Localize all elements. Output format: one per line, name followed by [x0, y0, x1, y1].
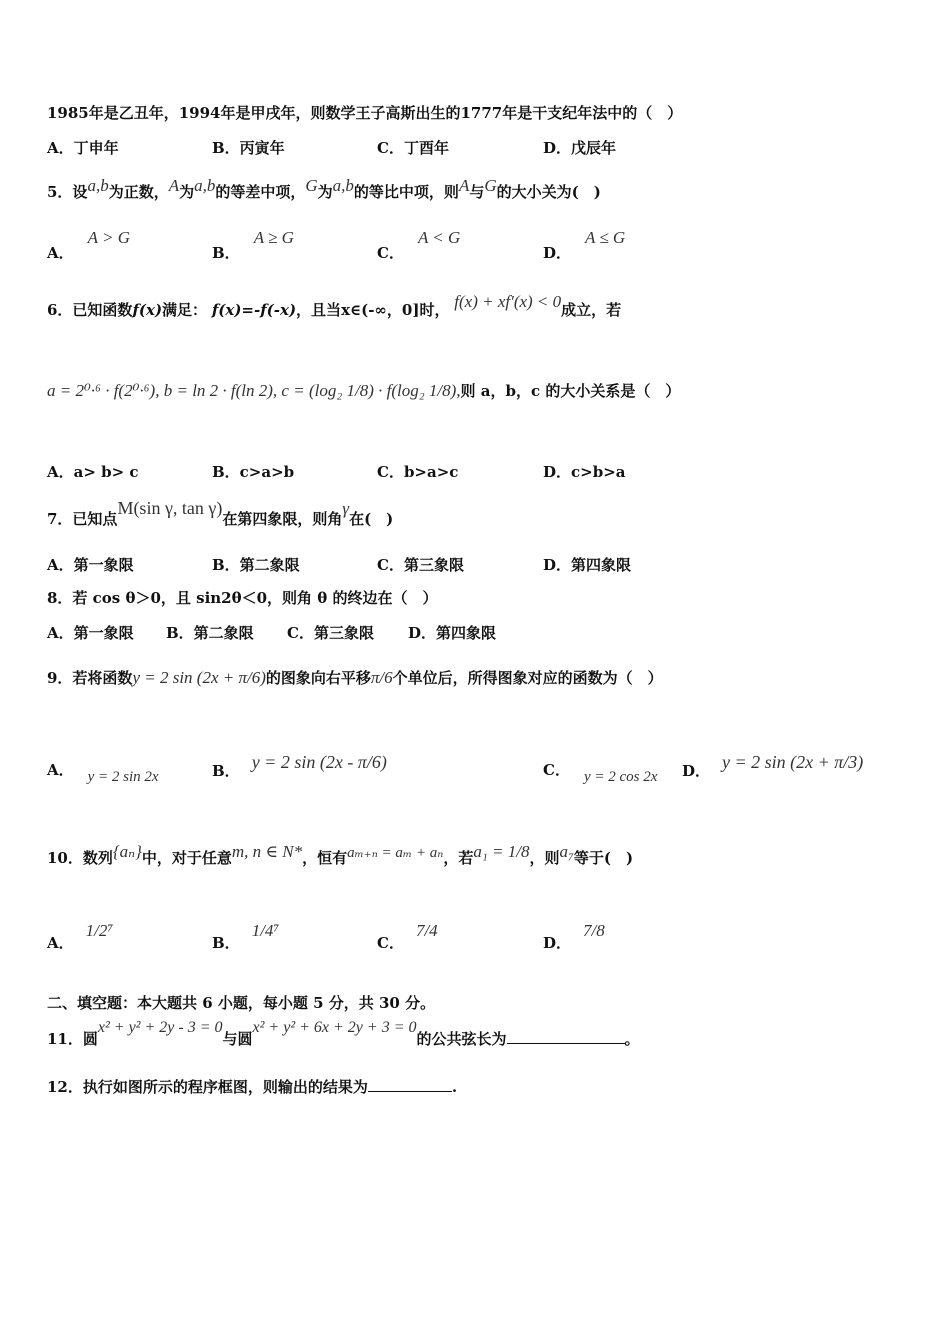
q12-stem: 12．执行如图所示的程序框图，则输出的结果为 .	[47, 1078, 458, 1096]
q5-option-a[interactable]: A．A > G	[47, 228, 130, 262]
q12-answer-blank[interactable]	[368, 1091, 452, 1092]
q6-option-d[interactable]: D．c>b>a	[543, 463, 626, 481]
q6-option-c[interactable]: C．b>a>c	[377, 463, 459, 481]
q5-stem: 5．设a,b为正数，A为a,b的等差中项，G为a,b的等比中项，则A与G的大小关为( )	[47, 176, 601, 201]
q9-option-b[interactable]: B． y = 2 sin (2x - π/6)	[212, 752, 387, 780]
q7-stem: 7．已知点M(sin γ, tan γ)在第四象限，则角γ在( )	[47, 498, 394, 528]
q7-option-b[interactable]: B．第二象限	[212, 556, 300, 574]
q11-answer-blank[interactable]	[507, 1043, 625, 1044]
section-2-heading: 二、填空题：本大题共 6 小题，每小题 5 分，共 30 分。	[47, 994, 436, 1012]
q10-option-c[interactable]: C．7/4	[377, 921, 438, 952]
q4-option-d[interactable]: D．戊辰年	[543, 139, 617, 157]
q10-option-d[interactable]: D．7/8	[543, 921, 605, 952]
q4-option-a[interactable]: A．丁申年	[47, 139, 119, 157]
q10-stem: 10．数列{aₙ}中，对于任意m, n ∈ N*，恒有aₘ₊ₙ = aₘ + aₙ，若a₁ = 1/8，则a₇等于( )	[47, 842, 634, 867]
q4-stem: 1985年是乙丑年，1994年是甲戌年，则数学王子高斯出生的1777年是干支纪年法中的（ ）	[47, 104, 683, 122]
q4-option-b[interactable]: B．丙寅年	[212, 139, 285, 157]
q6-option-b[interactable]: B．c>a>b	[212, 463, 295, 481]
q8-option-d[interactable]: D．第四象限	[408, 624, 497, 642]
q7-option-a[interactable]: A．第一象限	[47, 556, 134, 574]
q8-option-a[interactable]: A．第一象限	[47, 624, 134, 642]
q7-option-d[interactable]: D．第四象限	[543, 556, 632, 574]
q9-stem: 9．若将函数y = 2 sin (2x + π/6)的图象向右平移π/6个单位后，所得图象对应的函数为（ ）	[47, 668, 663, 687]
q6-option-a[interactable]: A．a> b> c	[47, 463, 139, 481]
q8-option-b[interactable]: B．第二象限	[166, 624, 254, 642]
q7-option-c[interactable]: C．第三象限	[377, 556, 464, 574]
q5-option-c[interactable]: C．A < G	[377, 228, 461, 262]
q8-option-c[interactable]: C．第三象限	[287, 624, 374, 642]
q9-option-d[interactable]: D． y = 2 sin (2x + π/3)	[682, 752, 864, 780]
q6-definitions: a = 2⁰·⁶ · f(2⁰·⁶), b = ln 2 · f(ln 2), c = (log₂ 1/8) · f(log₂ 1/8),则 a，b，c 的大小关系是（ ）	[47, 381, 681, 400]
q10-option-b[interactable]: B．1/4⁷	[212, 921, 280, 952]
q10-option-a[interactable]: A．1/2⁷	[47, 921, 114, 952]
q8-stem: 8．若 cos θ＞0，且 sin2θ＜0，则角 θ 的终边在（ ）	[47, 589, 438, 607]
q5-option-b[interactable]: B．A ≥ G	[212, 228, 294, 262]
q6-stem: 6．已知函数f(x)满足： f(x)=-f(-x)，且当x∈(-∞，0]时， f(x) + xf′(x) < 0成立，若	[47, 292, 622, 319]
q5-option-d[interactable]: D．A ≤ G	[543, 228, 626, 262]
q9-option-a[interactable]: A． y = 2 sin 2x	[47, 761, 159, 785]
q4-option-c[interactable]: C．丁酉年	[377, 139, 449, 157]
q9-option-c[interactable]: C． y = 2 cos 2x	[543, 761, 658, 785]
q11-stem: 11．圆x² + y² + 2y - 3 = 0与圆x² + y² + 6x + 2y + 3 = 0的公共弦长为 。	[47, 1019, 640, 1048]
